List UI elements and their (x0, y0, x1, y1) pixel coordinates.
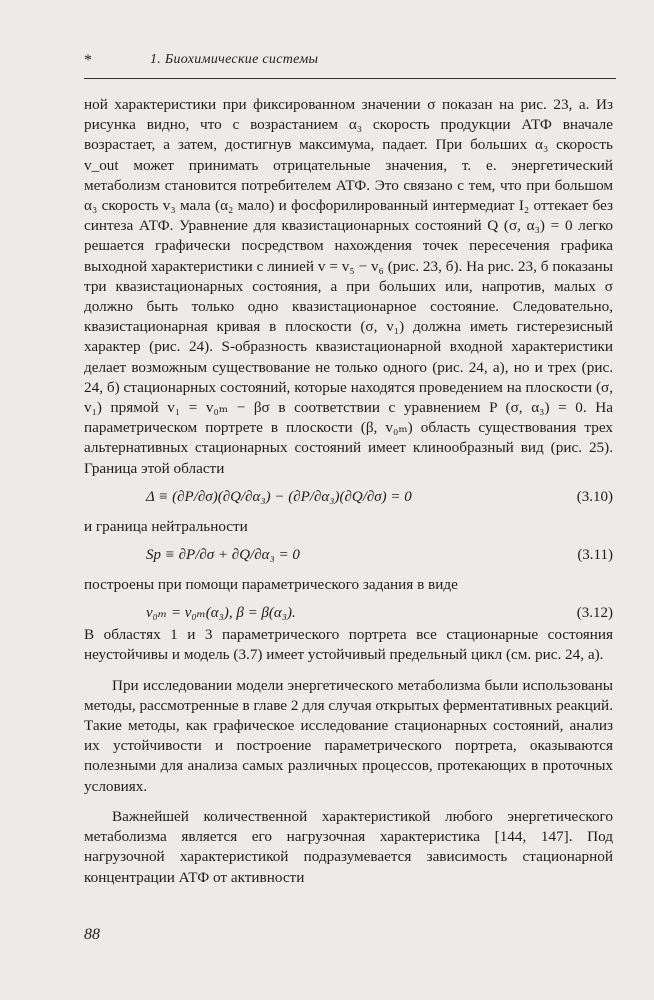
paragraph-6: Важнейшей количественной характеристикой любого энергетического метаболизма является его нагрузочная характеристика [144, 147]. Под нагрузочной характеристикой подразумевается зависимость стационарной концентрации АТФ от активности (84, 807, 613, 886)
equation-formula: Sp ≡ ∂P/∂σ + ∂Q/∂α₃ = 0 (146, 547, 300, 564)
paragraph-2: и граница нейтральности (84, 517, 248, 535)
paragraph-5: При исследовании модели энергетического метаболизма были использованы методы, рассмотренные в главе 2 для случая открытых ферментативных реакций. Такие методы, как графическое исследование стационарных состояний, анализ их устойчивости и построение параметрического портрета, оказываются полезными для анализа самых различных процессов, протекающих в проточных условиях. (84, 676, 613, 795)
running-header (84, 52, 614, 74)
equation-number: (3.11) (577, 547, 613, 564)
header-rule (84, 78, 616, 79)
equation-3-10 (84, 479, 613, 517)
page-number: 88 (84, 926, 100, 943)
header-marker: * (84, 52, 92, 69)
equation-3-12 (84, 595, 613, 625)
paragraph-3: построены при помощи параметрического задания в виде (84, 576, 458, 594)
page-body (84, 95, 613, 888)
paragraph-4: В областях 1 и 3 параметрического портрета все стационарные состояния неустойчивы и модель (3.7) имеет устойчивый предельный цикл (см. рис. 24, а). (84, 626, 613, 664)
equation-number: (3.12) (576, 605, 613, 622)
equation-number: (3.10) (576, 488, 613, 505)
equation-formula: Δ ≡ (∂P/∂σ)(∂Q/∂α₃) − (∂P/∂α₃)(∂Q/∂σ) = 0 (146, 488, 412, 505)
equation-formula: v₀ₘ = v₀ₘ(α₃), β = β(α₃). (146, 605, 296, 622)
paragraph-1: ной характеристики при фиксированном значении σ показан на рис. 23, а. Из рисунка видно, что с возрастанием α₃ скорость продукции АТФ вначале возрастает, а затем, достигнув максимума, падает. При больших α₃ скорость v_out может принимать отрицательные значения, т. е. энергетический метаболизм становится потребителем АТФ. Это связано с тем, что при большом α₃ скорость v₃ мала (α₂ мало) и фосфорилированный интермедиат I₂ оттекает без синтеза АТФ. Уравнение для квазистационарных состояний Q (σ, α₃) = 0 легко решается графически посредством нахождения точек пересечения графика выходной характеристики с линией v = v₅ − v₆ (рис. 23, б). На рис. 23, б показаны три квазистационарных состояния, а при больших или, напротив, малых σ должно быть только одно квазистационарное состояние. Следовательно, квазистационарная кривая в плоскости (σ, v₁) должна иметь гистерезисный характер (рис. 24). S-образность квазистационарной входной характеристики делает возможным существование не только одного (рис. 24, а), но и трех (рис. 24, б) стационарных состояний, которые находятся проведением на плоскости (σ, v₁) прямой v₁ = v₀ₘ − βσ в соответствии с уравнением P (σ, α₃) = 0. На параметрическом портрете в плоскости (β, v₀ₘ) область существования трех альтернативных стационарных состояний имеет клинообразный вид (рис. 25). Граница этой области (84, 96, 613, 477)
equation-3-11 (84, 537, 613, 575)
running-title: 1. Биохимические системы (150, 52, 319, 67)
